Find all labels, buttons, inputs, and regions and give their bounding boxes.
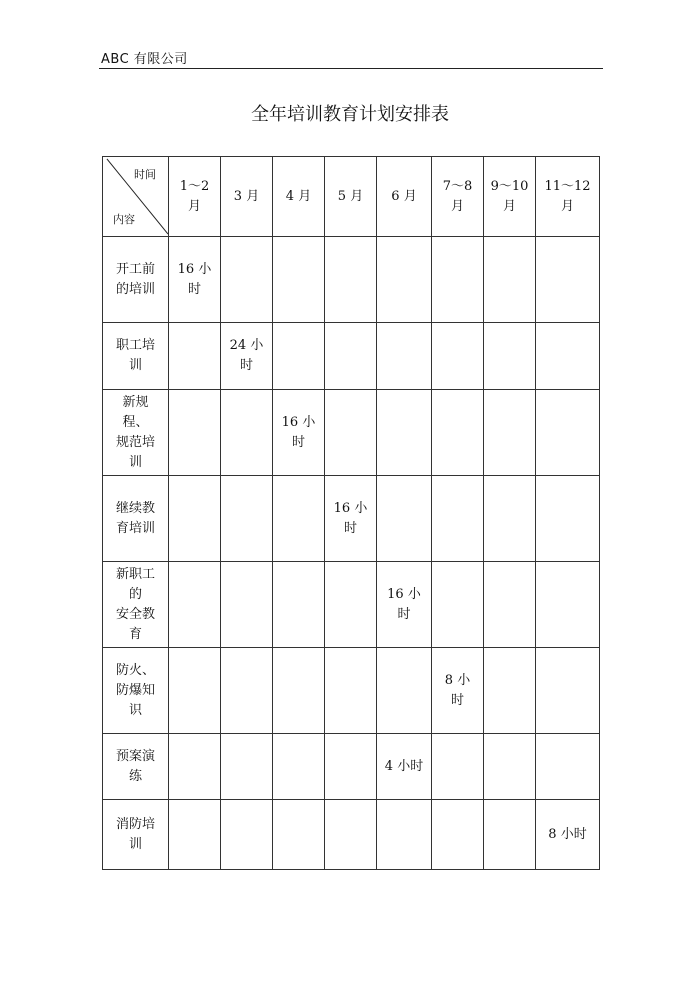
schedule-cell: [432, 476, 484, 562]
schedule-cell: 16 小 时: [377, 562, 432, 648]
row-label: 职工培 训: [103, 323, 169, 390]
schedule-cell: [377, 648, 432, 734]
column-header-5: 6 月: [377, 157, 432, 237]
schedule-cell: 16 小 时: [169, 237, 221, 323]
schedule-cell: [484, 648, 536, 734]
schedule-cell: [273, 648, 325, 734]
schedule-cell: [273, 323, 325, 390]
schedule-cell: [536, 648, 600, 734]
schedule-cell: [325, 734, 377, 800]
page-title: 全年培训教育计划安排表: [251, 104, 449, 125]
schedule-cell: 24 小 时: [221, 323, 273, 390]
schedule-cell: [484, 800, 536, 870]
schedule-cell: [325, 323, 377, 390]
row-label: 预案演 练: [103, 734, 169, 800]
row-label: 消防培 训: [103, 800, 169, 870]
schedule-cell: [325, 237, 377, 323]
table-row: [103, 800, 600, 870]
schedule-cell: [169, 734, 221, 800]
schedule-cell: [536, 323, 600, 390]
schedule-cell: [377, 800, 432, 870]
column-header-6: 7～8 月: [432, 157, 484, 237]
schedule-cell: [536, 476, 600, 562]
schedule-cell: [273, 237, 325, 323]
corner-label-content: 内容: [113, 213, 135, 226]
schedule-cell: [536, 562, 600, 648]
schedule-cell: [377, 476, 432, 562]
schedule-cell: [536, 390, 600, 476]
schedule-cell: [169, 390, 221, 476]
schedule-cell: [273, 476, 325, 562]
schedule-cell: [221, 648, 273, 734]
schedule-cell: [432, 800, 484, 870]
schedule-cell: [221, 734, 273, 800]
schedule-cell: [169, 476, 221, 562]
schedule-cell: 16 小 时: [273, 390, 325, 476]
table-row: [103, 390, 600, 476]
row-label: 继续教 育培训: [103, 476, 169, 562]
schedule-cell: 4 小时: [377, 734, 432, 800]
schedule-cell: [484, 323, 536, 390]
schedule-cell: [221, 800, 273, 870]
schedule-cell: [484, 476, 536, 562]
header-divider: [99, 68, 603, 69]
schedule-cell: [484, 734, 536, 800]
table-row: [103, 323, 600, 390]
schedule-cell: [325, 390, 377, 476]
schedule-cell: [432, 237, 484, 323]
table-row: [103, 237, 600, 323]
schedule-cell: [377, 237, 432, 323]
table-body: [103, 237, 600, 870]
row-label: 开工前 的培训: [103, 237, 169, 323]
column-header-2: 3 月: [221, 157, 273, 237]
schedule-cell: [221, 562, 273, 648]
schedule-cell: [432, 323, 484, 390]
table-row: [103, 476, 600, 562]
schedule-cell: [273, 562, 325, 648]
schedule-cell: [432, 734, 484, 800]
corner-label-time: 时间: [134, 168, 156, 181]
column-header-1: 1～2 月: [169, 157, 221, 237]
schedule-cell: [221, 237, 273, 323]
schedule-cell: [169, 323, 221, 390]
schedule-cell: [273, 734, 325, 800]
schedule-cell: [377, 323, 432, 390]
table-header-row: [103, 157, 600, 237]
schedule-cell: [325, 800, 377, 870]
schedule-cell: [536, 734, 600, 800]
schedule-cell: [484, 237, 536, 323]
column-header-8: 11～12 月: [536, 157, 600, 237]
schedule-cell: [169, 648, 221, 734]
schedule-cell: [484, 562, 536, 648]
row-label: 防火、 防爆知 识: [103, 648, 169, 734]
table-row: [103, 562, 600, 648]
schedule-cell: [377, 390, 432, 476]
row-label: 新职工 的 安全教 育: [103, 562, 169, 648]
training-schedule-table: [102, 156, 600, 870]
schedule-cell: [221, 476, 273, 562]
schedule-cell: 16 小 时: [325, 476, 377, 562]
row-label: 新规 程、 规范培 训: [103, 390, 169, 476]
column-header-4: 5 月: [325, 157, 377, 237]
schedule-cell: [536, 237, 600, 323]
corner-header-cell: [103, 157, 169, 237]
schedule-cell: 8 小 时: [432, 648, 484, 734]
schedule-cell: [484, 390, 536, 476]
table-row: [103, 734, 600, 800]
schedule-cell: [221, 390, 273, 476]
schedule-cell: [169, 562, 221, 648]
schedule-cell: [325, 648, 377, 734]
schedule-cell: [273, 800, 325, 870]
schedule-cell: [169, 800, 221, 870]
schedule-cell: [432, 390, 484, 476]
company-name: ABC 有限公司: [101, 52, 188, 67]
table-row: [103, 648, 600, 734]
column-header-7: 9～10 月: [484, 157, 536, 237]
schedule-cell: [325, 562, 377, 648]
schedule-cell: [432, 562, 484, 648]
column-header-3: 4 月: [273, 157, 325, 237]
schedule-cell: 8 小时: [536, 800, 600, 870]
